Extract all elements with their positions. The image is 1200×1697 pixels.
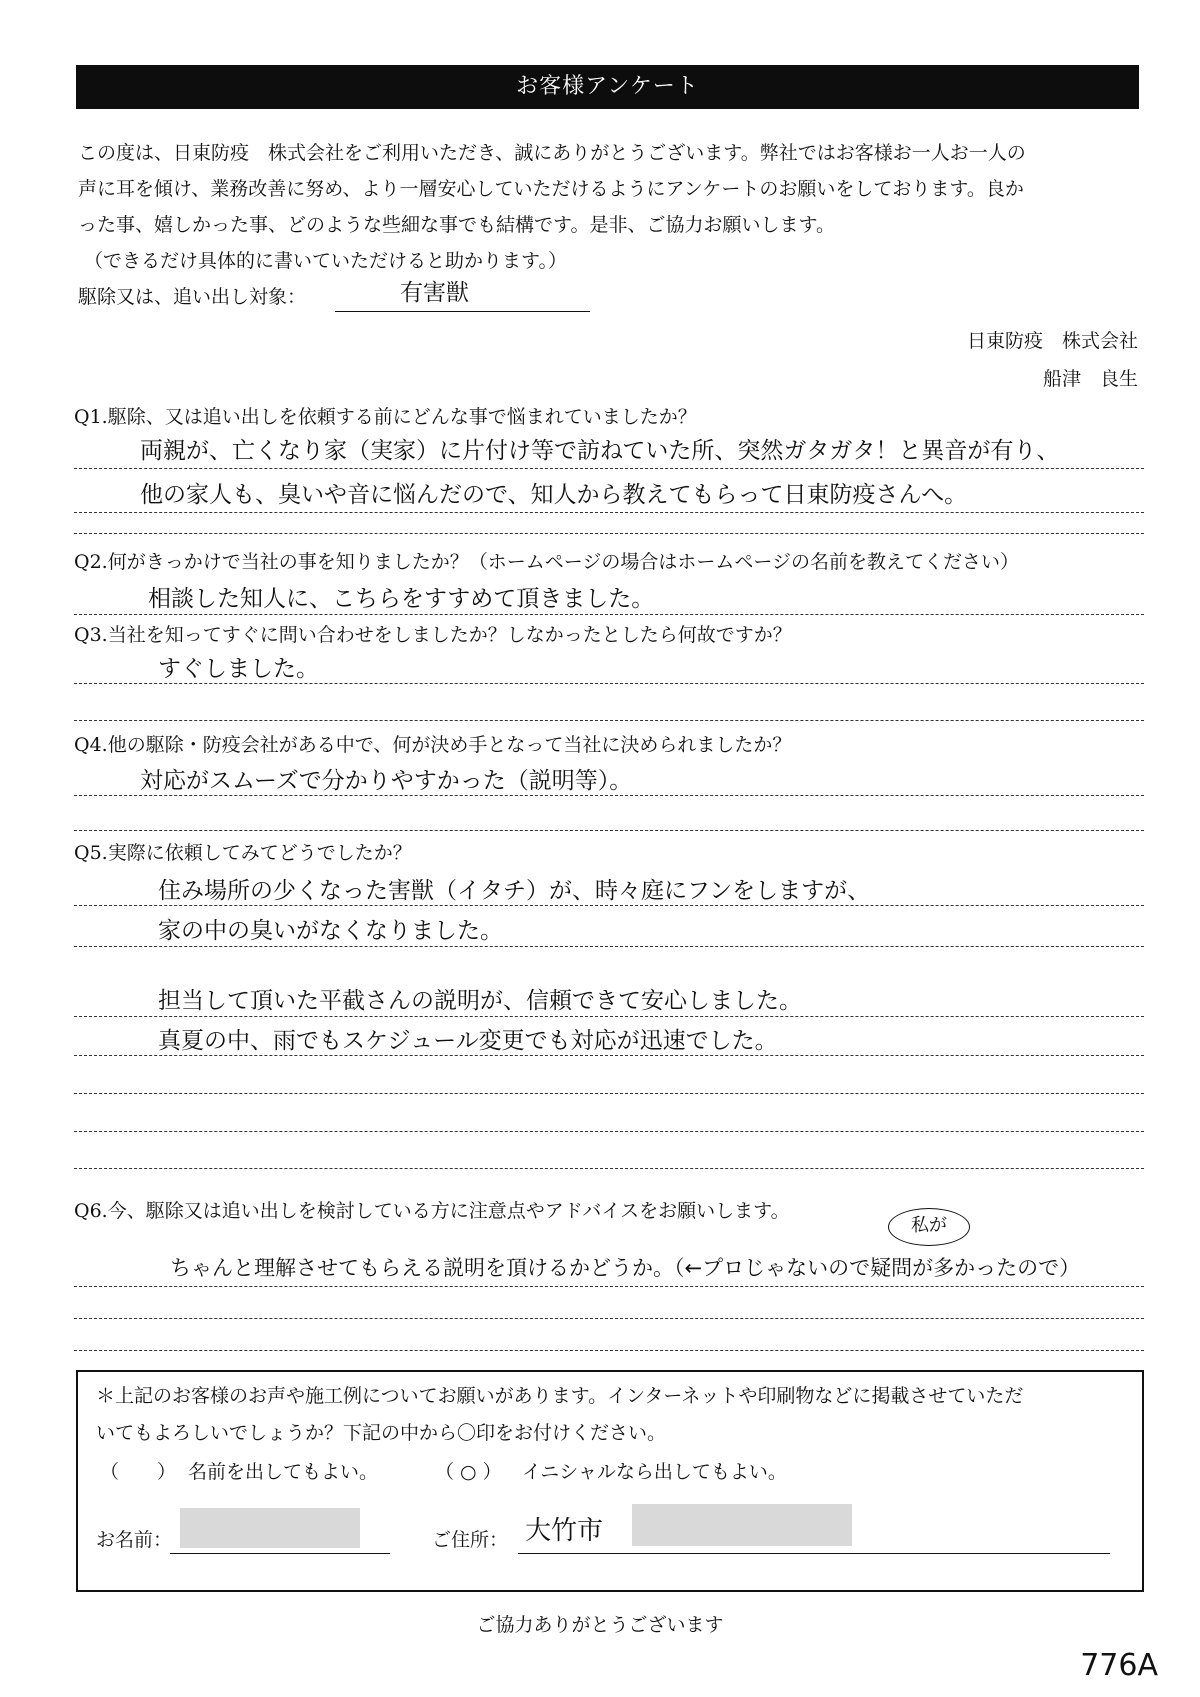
answer-1-line-2: 他の家人も、臭いや音に悩んだので、知人から教えてもらって日東防疫さんへ。 [140,482,968,508]
answer-4: 対応がスムーズで分かりやすかった（説明等）。 [140,768,633,794]
answer-rule [74,1168,1144,1169]
option-2-label: イニシャルなら出してもよい。 [522,1461,787,1483]
target-underline [335,311,590,312]
intro-note: （できるだけ具体的に書いていただけると助かります。） [84,250,567,272]
answer-rule [74,683,1144,684]
address-label: ご住所： [432,1529,509,1551]
answer-6: ちゃんと理解させてもらえる説明を頂けるかどうか。（←プロじゃないので疑問が多かったので） [170,1256,1081,1280]
question-6: Q6.今、駆除又は追い出しを検討している方に注意点やアドバイスをお願いします。 [74,1200,790,1222]
answer-rule [74,533,1144,534]
answer-rule [74,1131,1144,1132]
thanks-text: ご協力ありがとうございます [476,1614,724,1636]
answer-rule [74,795,1144,796]
intro-line: った事、嬉しかった事、どのような些細な事でも結構です。是非、ご協力お願いします。 [78,214,835,236]
answer-rule [74,1350,1144,1351]
intro-line: 声に耳を傾け、業務改善に努め、より一層安心していただけるようにアンケートのお願いをしております。良か [78,178,1024,200]
answer-rule [74,468,1144,469]
answer-rule [74,512,1144,513]
answer-1-line-1: 両親が、亡くなり家（実家）に片付け等で訪ねていた所、突然ガタガタ！と異音が有り、 [140,438,1060,464]
answer-rule [74,830,1144,831]
answer-2: 相談した知人に、こちらをすすめて頂きました。 [148,586,655,612]
intro-line: この度は、日東防疫 株式会社をご利用いただき、誠にありがとうございます。弊社ではお客様お一人お一人の [78,142,1026,164]
answer-rule [74,1318,1144,1319]
question-4: Q4.他の駆除・防疫会社がある中で、何が決め手となって当社に決められましたか？ [74,734,792,756]
address-underline [518,1553,1110,1554]
target-label: 駆除又は、追い出し対象： [78,286,307,308]
answer-rule [74,946,1144,947]
address-redacted [632,1504,852,1546]
question-5: Q5.実際に依頼してみてどうでしたか？ [74,842,412,864]
name-redacted [180,1508,360,1548]
answer-rule [74,614,1144,615]
survey-title: お客様アンケート [76,65,1139,109]
question-3: Q3.当社を知ってすぐに問い合わせをしましたか？しなかったとしたら何故ですか？ [74,624,792,646]
question-2: Q2.何がきっかけで当社の事を知りましたか？（ホームページの場合はホームページの名前を教えてください） [74,551,1019,573]
answer-rule [74,720,1144,721]
answer-5-line-4: 真夏の中、雨でもスケジュール変更でも対応が迅速でした。 [158,1028,778,1054]
answer-rule [74,1286,1144,1287]
company-name: 日東防疫 株式会社 [966,330,1138,352]
answer-rule [74,1016,1144,1017]
answer-5-line-2: 家の中の臭いがなくなりました。 [158,918,503,944]
consent-text [96,1378,1136,1452]
answer-3: すぐしました。 [158,656,319,682]
intro-text [78,135,1140,279]
answer-rule [74,1055,1144,1056]
target-value: 有害獣 [400,280,469,306]
answer-rule [74,905,1144,906]
answer-5-line-1: 住み場所の少くなった害獣（イタチ）が、時々庭にフンをしますが、 [158,878,871,904]
name-label: お名前： [96,1529,173,1551]
address-value: 大竹市 [525,1516,604,1546]
option-1-mark[interactable]: （ ） [100,1461,177,1483]
answer-5-line-3: 担当して頂いた平截さんの説明が、信頼できて安心しました。 [158,988,802,1014]
name-underline [170,1553,390,1554]
consent-line: いてもよろしいでしょうか？下記の中から〇印をお付けください。 [96,1422,667,1444]
document-code: 776A [1080,1648,1158,1683]
option-2-mark[interactable]: （ ○ ） [435,1461,502,1483]
consent-line: ＊上記のお客様のお声や施工例についてお願いがあります。インターネットや印刷物などに掲載させていただ [96,1385,1024,1407]
question-1: Q1.駆除、又は追い出しを依頼する前にどんな事で悩まれていましたか？ [74,406,697,428]
answer-rule [74,1093,1144,1094]
option-1-label: 名前を出してもよい。 [188,1461,379,1483]
answer-6-note: 私が [888,1208,970,1246]
person-name: 船津 良生 [1042,368,1138,390]
